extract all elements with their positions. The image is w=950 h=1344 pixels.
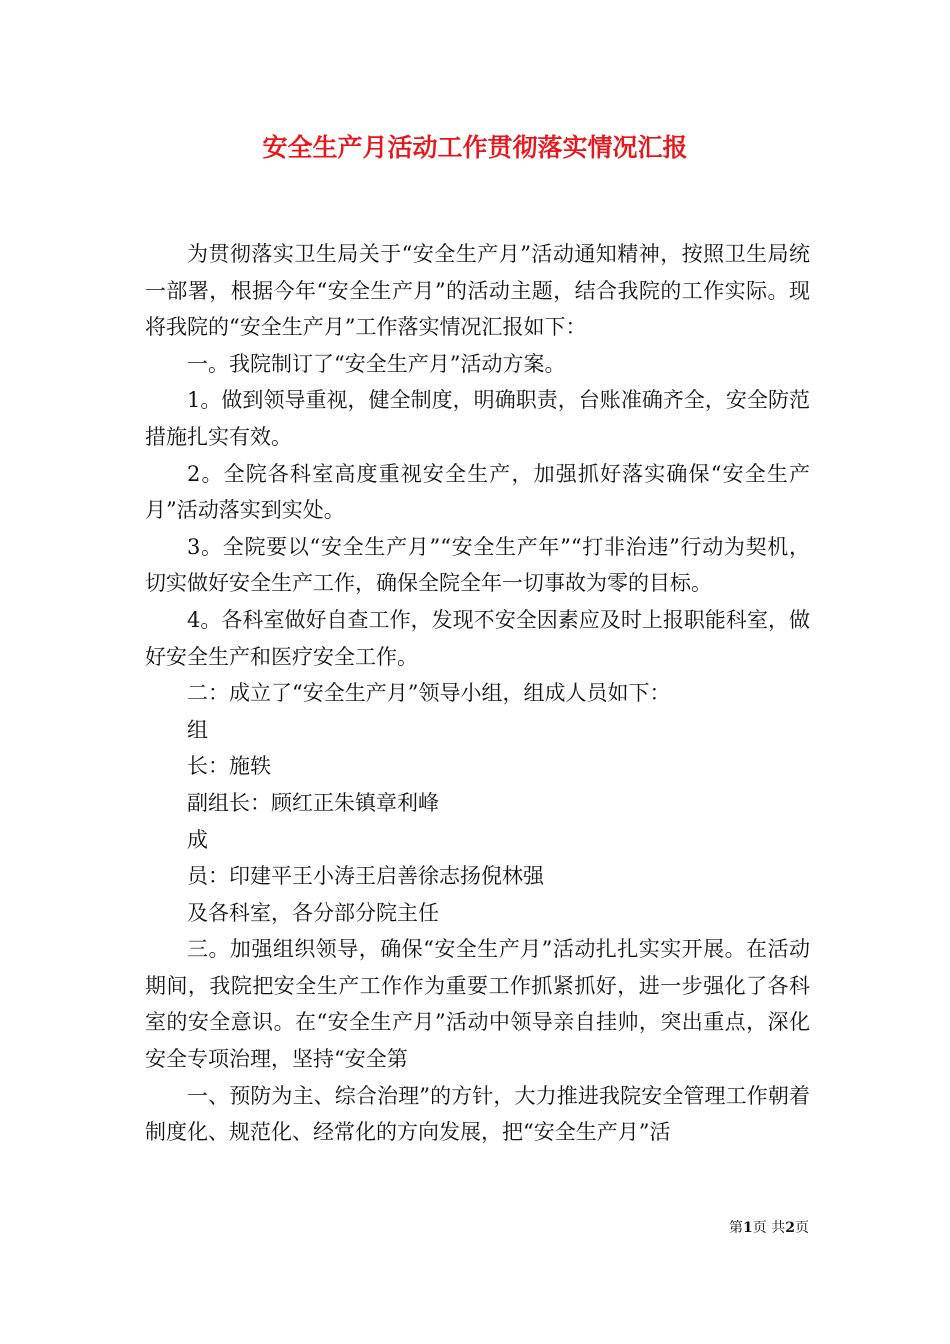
paragraph-section-3: 三。加强组织领导，确保“安全生产月”活动扎扎实实开展。在活动期间，我院把安全生产工作作为重要工作抓紧抓好，进一步强化了各科室的安全意识。在“安全生产月”活动中领导亲自挂帅，突出重点，深化安全专项治理，坚持“安全第: [145, 937, 810, 1072]
footer-middle: 页 共: [752, 1220, 786, 1236]
footer-prefix: 第: [729, 1220, 744, 1236]
document-body: [145, 236, 810, 1151]
total-pages-number: 2: [785, 1220, 795, 1236]
paragraph-members: 员：印建平王小涛王启善徐志扬倪林强: [187, 864, 544, 889]
paragraph-section-2: 二：成立了“安全生产月”领导小组，组成人员如下：: [187, 681, 671, 706]
paragraph-intro: 为贯彻落实卫生局关于“安全生产月”活动通知精神，按照卫生局统一部署，根据今年“安全生产月”的活动主题，结合我院的工作实际。现将我院的“安全生产月”工作落实情况汇报如下：: [145, 242, 810, 340]
paragraph-policy: 一、预防为主、综合治理”的方针，大力推进我院安全管理工作朝着制度化、规范化、经常化的方向发展，把“安全生产月”活: [145, 1083, 810, 1145]
current-page-number: 1: [743, 1220, 753, 1236]
paragraph-leader: 长：施轶: [187, 754, 271, 779]
paragraph-section-1: 一。我院制订了“安全生产月”活动方案。: [187, 351, 566, 376]
footer-suffix: 页: [795, 1220, 809, 1236]
document-title: 安全生产月活动工作贯彻落实情况汇报: [262, 133, 688, 162]
page-number-footer: [729, 1218, 809, 1238]
paragraph-item-3: 3。全院要以“安全生产月”“安全生产年”“打非治违”行动为契机，切实做好安全生产工作，确保全院全年一切事故为零的目标。: [145, 534, 810, 596]
paragraph-item-2: 2。全院各科室高度重视安全生产，加强抓好落实确保“安全生产月”活动落实到实处。: [145, 461, 810, 523]
paragraph-item-4: 4。各科室做好自查工作，发现不安全因素应及时上报职能科室，做好安全生产和医疗安全工作。: [145, 607, 810, 669]
paragraph-members-label-part1: 成: [187, 827, 208, 852]
paragraph-deputy-leaders: 副组长：顾红正朱镇章利峰: [187, 790, 439, 815]
paragraph-item-1: 1。做到领导重视，健全制度，明确职责，台账准确齐全，安全防范措施扎实有效。: [145, 388, 810, 449]
paragraph-leader-label-part1: 组: [187, 717, 208, 742]
paragraph-department-heads: 及各科室，各分部分院主任: [187, 900, 439, 925]
